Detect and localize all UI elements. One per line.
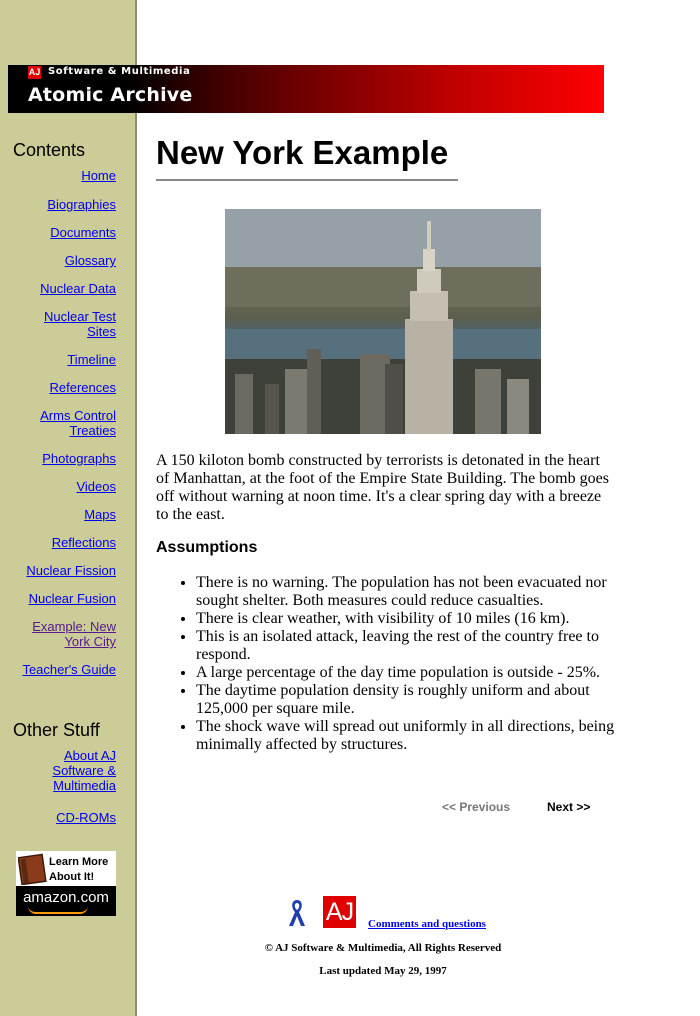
sidebar-item-label: Teacher's Guide (22, 662, 116, 677)
sidebar-item-about-aj-software-multimedia[interactable] (6, 748, 116, 793)
last-updated-text: Last updated May 29, 1997 (319, 965, 447, 977)
sidebar-item-label: Reflections (51, 535, 116, 550)
next-link[interactable]: Next >> (547, 800, 591, 814)
list-item: • There is no warning. The population has not been evacuated nor sought shelter. Both measures could reduce casualties. (196, 574, 616, 610)
sidebar-item-label: York City (64, 634, 116, 649)
sidebar-item-maps[interactable] (6, 507, 116, 522)
page-title: New York Example (156, 134, 449, 171)
intro-paragraph: A 150 kiloton bomb constructed by terrorists is detonated in the heart of Manhattan, at the foot of the Empire State Building. The bomb goes off without warning at noon time. It's a clear spring day with a breeze to the east. (156, 452, 609, 523)
amazon-label: amazon.com (23, 889, 109, 906)
sidebar-item-photographs[interactable] (6, 451, 116, 466)
sidebar-item-label: Example: New (32, 619, 116, 634)
blue-ribbon-icon (287, 898, 307, 928)
sidebar-item-label: Home (81, 168, 116, 183)
aj-logo-small: AJ (28, 67, 41, 77)
banner-title: Atomic Archive (28, 84, 193, 106)
learn-more-promo[interactable] (16, 851, 116, 886)
sidebar-item-label: Multimedia (53, 778, 116, 793)
sidebar-item-label: Arms Control (40, 408, 116, 423)
previous-link[interactable]: << Previous (442, 800, 511, 814)
copyright-text: © AJ Software & Multimedia, All Rights Reserved (264, 942, 502, 954)
about-it-label: About It! (49, 871, 95, 883)
list-item: • This is an isolated attack, leaving the rest of the country free to respond. (196, 628, 616, 664)
sidebar-item-label: Nuclear Fission (26, 563, 116, 578)
sidebar-item-teacher-s-guide[interactable] (6, 662, 116, 677)
sidebar-item-label: Glossary (64, 253, 116, 268)
learn-more-label: Learn More (49, 856, 109, 868)
banner-company: Software & Multimedia (48, 66, 191, 77)
amazon-logo[interactable] (16, 886, 116, 916)
sidebar-item-label: Nuclear Test (43, 309, 116, 324)
sidebar-item-label: Nuclear Data (40, 281, 116, 296)
sidebar-item-timeline[interactable] (6, 352, 116, 367)
sidebar-item-reflections[interactable] (6, 535, 116, 550)
sidebar-item-nuclear-fission[interactable] (6, 563, 116, 578)
sidebar-item-example-new-york-city[interactable] (6, 619, 116, 649)
sidebar-item-biographies[interactable] (6, 197, 116, 212)
contents-heading: Contents (13, 140, 86, 160)
sidebar-item-label: Photographs (42, 451, 116, 466)
list-item: • There is clear weather, with visibility of 10 miles (16 km). (196, 610, 616, 628)
assumptions-heading: Assumptions (156, 539, 258, 556)
sidebar-item-label: Videos (76, 479, 116, 494)
sidebar-item-label: References (49, 380, 116, 395)
sidebar-item-nuclear-test-sites[interactable] (6, 309, 116, 339)
sidebar-item-home[interactable] (6, 168, 116, 183)
sidebar-item-arms-control-treaties[interactable] (6, 408, 116, 438)
book-icon (18, 853, 48, 885)
assumptions-list (156, 574, 616, 754)
sidebar-item-label: Software & (52, 763, 116, 778)
sidebar-item-videos[interactable] (6, 479, 116, 494)
sidebar-item-label: CD-ROMs (56, 810, 116, 825)
site-banner[interactable] (8, 65, 604, 113)
sidebar-item-glossary[interactable] (6, 253, 116, 268)
list-item: • The shock wave will spread out uniformly in all directions, being minimally affected by structures. (196, 718, 616, 754)
sidebar-item-label: Nuclear Fusion (28, 591, 116, 606)
sidebar-item-label: Biographies (47, 197, 116, 212)
sidebar-item-cd-roms[interactable] (6, 810, 116, 825)
sidebar-item-label: Documents (50, 225, 116, 240)
comments-link[interactable]: Comments and questions (368, 918, 486, 930)
list-item: • The daytime population density is roughly uniform and about 125,000 per square mile. (196, 682, 616, 718)
aj-logo[interactable]: AJ (323, 896, 356, 928)
sidebar-item-label: About AJ (63, 748, 116, 763)
sidebar-item-documents[interactable] (6, 225, 116, 240)
other-stuff-heading: Other Stuff (13, 720, 100, 740)
sidebar-item-label: Maps (84, 507, 116, 522)
sidebar-item-label: Treaties (69, 423, 116, 438)
sidebar-item-nuclear-data[interactable] (6, 281, 116, 296)
list-item: • A large percentage of the day time population is outside - 25%. (196, 664, 616, 682)
title-divider (156, 179, 458, 181)
sidebar-item-references[interactable] (6, 380, 116, 395)
amazon-smile-icon (28, 906, 88, 914)
sidebar-item-nuclear-fusion[interactable] (6, 591, 116, 606)
sidebar-item-label: Timeline (67, 352, 116, 367)
empire-state-building-photo (225, 209, 541, 434)
sidebar-item-label: Sites (87, 324, 116, 339)
manhattan-skyline-image (225, 209, 541, 434)
